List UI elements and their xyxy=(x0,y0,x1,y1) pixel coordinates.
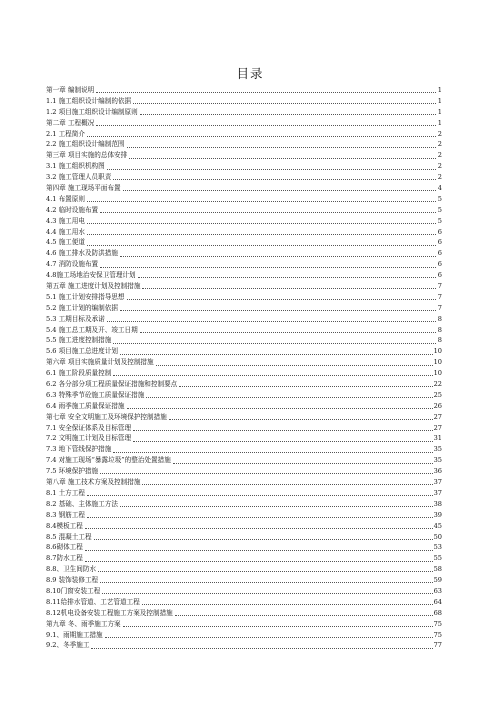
toc-dot-leader xyxy=(85,550,433,551)
toc-entry-label: 第五章 施工进度计划及控制措施 xyxy=(46,282,141,291)
toc-entry-label: 7.1 安全保证体系及目标管理 xyxy=(46,423,132,432)
toc-entry[interactable] xyxy=(46,118,442,129)
toc-entry-label: 4.6 施工排水及防洪措施 xyxy=(46,249,118,258)
toc-entry-page-number: 6 xyxy=(437,271,442,280)
toc-entry-label: 5.4 施工总工期及开、竣工日期 xyxy=(46,325,138,334)
toc-entry-label: 8.4模板工程 xyxy=(46,521,83,530)
toc-entry-label: 第一章 编制说明 xyxy=(46,85,95,94)
toc-dot-leader xyxy=(127,147,436,148)
toc-entry-page-number: 6 xyxy=(437,249,442,258)
toc-entry-page-number: 5 xyxy=(437,205,442,214)
toc-dot-leader xyxy=(179,386,432,387)
toc-entry-page-number: 5 xyxy=(437,194,442,203)
toc-dot-leader xyxy=(113,452,432,453)
toc-entry-label: 6.1 施工阶段质量控制 xyxy=(46,369,112,378)
toc-entry-page-number: 6 xyxy=(437,227,442,236)
toc-entry-label: 1.2 项目施工组织设计编制原则 xyxy=(46,107,138,116)
toc-dot-leader xyxy=(133,441,432,442)
toc-entry-page-number: 59 xyxy=(433,576,442,585)
toc-entry-page-number: 1 xyxy=(437,96,442,105)
toc-entry-page-number: 68 xyxy=(433,608,442,617)
toc-dot-leader xyxy=(120,506,433,507)
toc-entry[interactable] xyxy=(46,259,442,270)
toc-title: 目录 xyxy=(236,66,264,81)
toc-entry-label: 9.2、冬季施工 xyxy=(46,641,90,650)
toc-entry-label: 3.2 施工管理人员职责 xyxy=(46,173,112,182)
toc-entry-label: 5.2 施工计划的编制依据 xyxy=(46,303,118,312)
toc-dot-leader xyxy=(91,648,432,649)
toc-entry-page-number: 7 xyxy=(437,303,442,312)
toc-entry[interactable] xyxy=(46,466,442,477)
toc-entry-page-number: 64 xyxy=(433,597,442,606)
toc-entry-label: 第九章 冬、雨季施工方案 xyxy=(46,619,121,628)
toc-dot-leader xyxy=(113,375,432,376)
toc-entry[interactable] xyxy=(46,619,442,630)
toc-entry[interactable] xyxy=(46,564,442,575)
toc-dot-leader xyxy=(142,604,433,605)
toc-entry[interactable] xyxy=(46,172,442,183)
toc-dot-leader xyxy=(120,354,433,355)
toc-dot-leader xyxy=(142,484,432,485)
toc-entry[interactable] xyxy=(46,423,442,434)
toc-list xyxy=(46,85,442,651)
toc-entry[interactable] xyxy=(46,161,442,172)
toc-entry-label: 8.12机电设备安装工程施工方案及控制措施 xyxy=(46,608,173,617)
toc-entry-label: 第二章 工程概况 xyxy=(46,118,95,127)
toc-dot-leader xyxy=(140,332,436,333)
toc-entry-page-number: 5 xyxy=(437,216,442,225)
toc-entry-page-number: 63 xyxy=(433,586,442,595)
toc-entry-page-number: 27 xyxy=(433,412,442,421)
toc-dot-leader xyxy=(123,626,433,627)
toc-entry-page-number: 31 xyxy=(433,434,442,443)
toc-entry[interactable] xyxy=(46,237,442,248)
toc-entry-page-number: 53 xyxy=(433,543,442,552)
toc-entry[interactable] xyxy=(46,292,442,303)
toc-entry-label: 第八章 施工技术方案及控制措施 xyxy=(46,478,141,487)
toc-entry-page-number: 10 xyxy=(433,358,442,367)
toc-entry-label: 8.10门窗安装工程 xyxy=(46,586,101,595)
toc-entry-label: 4.3 施工用电 xyxy=(46,216,85,225)
toc-dot-leader xyxy=(94,539,433,540)
toc-entry-page-number: 55 xyxy=(433,554,442,563)
toc-dot-leader xyxy=(87,495,433,496)
toc-entry-page-number: 35 xyxy=(433,445,442,454)
toc-entry-label: 7.3 地下管线保护措施 xyxy=(46,445,112,454)
toc-entry-label: 8.3 钢筋工程 xyxy=(46,510,85,519)
toc-dot-leader xyxy=(156,365,433,366)
toc-entry[interactable] xyxy=(46,346,442,357)
toc-dot-leader xyxy=(87,245,436,246)
toc-dot-leader xyxy=(98,571,433,572)
toc-entry-page-number: 2 xyxy=(437,173,442,182)
toc-entry-label: 5.6 项目施工总进度计划 xyxy=(46,347,118,356)
toc-entry-page-number: 39 xyxy=(433,510,442,519)
toc-entry-page-number: 35 xyxy=(433,456,442,465)
toc-entry-page-number: 8 xyxy=(437,325,442,334)
toc-entry-label: 4.8施工场地治安保卫管理计划 xyxy=(46,271,136,280)
toc-entry-label: 第七章 安全文明施工及环境保护控制措施 xyxy=(46,412,167,421)
toc-entry[interactable] xyxy=(46,303,442,314)
toc-dot-leader xyxy=(120,256,436,257)
toc-entry-page-number: 37 xyxy=(433,488,442,497)
toc-dot-leader xyxy=(87,136,436,137)
toc-dot-leader xyxy=(173,463,433,464)
toc-entry[interactable] xyxy=(46,325,442,336)
toc-entry-label: 4.2 临时设施布置 xyxy=(46,205,99,214)
toc-entry[interactable] xyxy=(46,357,442,368)
toc-entry-label: 4.1 布置原则 xyxy=(46,194,85,203)
toc-entry-label: 8.11给排水管道、工艺管道工程 xyxy=(46,597,140,606)
toc-dot-leader xyxy=(100,582,432,583)
toc-entry-label: 9.1、雨期施工措施 xyxy=(46,630,103,639)
toc-entry[interactable] xyxy=(46,510,442,521)
toc-entry-page-number: 4 xyxy=(437,184,442,192)
toc-dot-leader xyxy=(133,430,432,431)
toc-entry-page-number: 2 xyxy=(437,151,442,160)
toc-dot-leader xyxy=(107,169,436,170)
toc-entry-label: 2.1 工程简介 xyxy=(46,129,85,138)
toc-entry[interactable] xyxy=(46,270,442,281)
toc-entry-label: 5.5 施工进度控制措施 xyxy=(46,336,112,345)
toc-entry-page-number: 2 xyxy=(437,140,442,149)
toc-entry-page-number: 50 xyxy=(433,532,442,541)
toc-entry-label: 8.1 土方工程 xyxy=(46,488,85,497)
toc-dot-leader xyxy=(87,234,436,235)
toc-entry-label: 第六章 项目实施质量计划及控制措施 xyxy=(46,358,154,367)
toc-entry-label: 2.2 施工组织设计编制范围 xyxy=(46,140,125,149)
toc-dot-leader xyxy=(127,299,436,300)
toc-entry[interactable] xyxy=(46,542,442,553)
toc-entry-page-number: 27 xyxy=(433,423,442,432)
toc-dot-leader xyxy=(133,103,436,104)
toc-entry-page-number: 6 xyxy=(437,260,442,269)
toc-entry-label: 4.4 施工用水 xyxy=(46,227,85,236)
toc-entry[interactable] xyxy=(46,597,442,608)
toc-entry-page-number: 38 xyxy=(433,499,442,508)
toc-entry[interactable] xyxy=(46,129,442,140)
toc-entry-page-number: 8 xyxy=(437,314,442,323)
toc-entry-page-number: 75 xyxy=(433,619,442,628)
toc-entry-label: 8.9 装饰装修工程 xyxy=(46,576,99,585)
toc-entry[interactable] xyxy=(46,532,442,543)
toc-dot-leader xyxy=(107,321,436,322)
toc-dot-leader xyxy=(87,201,436,202)
toc-entry-page-number: 45 xyxy=(433,521,442,530)
toc-entry[interactable] xyxy=(46,205,442,216)
toc-dot-leader xyxy=(129,158,436,159)
toc-entry[interactable] xyxy=(46,575,442,586)
toc-dot-leader xyxy=(100,473,432,474)
toc-entry-label: 6.2 各分部分项工程质量保证措施和控制要点 xyxy=(46,380,178,389)
toc-entry[interactable] xyxy=(46,194,442,205)
toc-dot-leader xyxy=(120,310,436,311)
toc-dot-leader xyxy=(142,288,436,289)
toc-dot-leader xyxy=(87,517,433,518)
toc-entry[interactable] xyxy=(46,248,442,259)
toc-dot-leader xyxy=(105,637,433,638)
toc-dot-leader xyxy=(96,125,436,126)
toc-entry-label: 4.7 消防设施布置 xyxy=(46,260,99,269)
toc-entry[interactable] xyxy=(46,630,442,641)
toc-entry[interactable] xyxy=(46,96,442,107)
toc-dot-leader xyxy=(100,267,436,268)
toc-dot-leader xyxy=(138,277,436,278)
toc-dot-leader xyxy=(96,92,436,93)
toc-dot-leader xyxy=(113,343,436,344)
toc-entry-page-number: 1 xyxy=(437,107,442,116)
toc-entry[interactable] xyxy=(46,499,442,510)
toc-entry-page-number: 25 xyxy=(433,390,442,399)
toc-entry[interactable] xyxy=(46,227,442,238)
toc-entry[interactable] xyxy=(46,434,442,445)
toc-entry-label: 6.3 特殊季节砼施工质量保证措施 xyxy=(46,390,145,399)
toc-entry-label: 4.5 施工便道 xyxy=(46,238,85,247)
toc-entry-page-number: 75 xyxy=(433,630,442,639)
toc-entry[interactable] xyxy=(46,477,442,488)
toc-entry-label: 8.8、卫生间防水 xyxy=(46,565,97,574)
toc-entry-page-number: 8 xyxy=(437,336,442,345)
toc-entry-label: 8.6砌体工程 xyxy=(46,543,83,552)
toc-entry-page-number: 22 xyxy=(433,380,442,389)
toc-entry-page-number: 36 xyxy=(433,467,442,476)
toc-entry[interactable] xyxy=(46,401,442,412)
toc-dot-leader xyxy=(127,408,433,409)
toc-entry-label: 6.4 雨季施工质量保证措施 xyxy=(46,401,125,410)
toc-entry-label: 第四章 施工现场平面布置 xyxy=(46,184,121,192)
toc-entry[interactable] xyxy=(46,640,442,651)
toc-dot-leader xyxy=(85,561,433,562)
toc-entry-page-number: 37 xyxy=(433,478,442,487)
toc-entry-label: 3.1 施工组织机构图 xyxy=(46,162,105,171)
toc-dot-leader xyxy=(87,223,436,224)
toc-entry-page-number: 10 xyxy=(433,347,442,356)
toc-entry-label: 1.1 施工组织设计编制的依据 xyxy=(46,96,132,105)
toc-entry[interactable] xyxy=(46,379,442,390)
toc-entry-label: 8.7防水工程 xyxy=(46,554,83,563)
toc-entry-label: 7.5 环境保护措施 xyxy=(46,467,99,476)
toc-entry[interactable] xyxy=(46,586,442,597)
toc-entry-page-number: 58 xyxy=(433,565,442,574)
toc-entry-page-number: 6 xyxy=(437,238,442,247)
toc-entry[interactable] xyxy=(46,368,442,379)
toc-entry-page-number: 7 xyxy=(437,292,442,301)
toc-entry-label: 5.3 工期目标及承诺 xyxy=(46,314,105,323)
toc-entry[interactable] xyxy=(46,314,442,325)
toc-entry-page-number: 1 xyxy=(437,85,442,94)
toc-entry-page-number: 7 xyxy=(437,282,442,291)
toc-entry-label: 7.2 文明施工计划及目标管理 xyxy=(46,434,132,443)
toc-entry-label: 5.1 施工计划安排指导思想 xyxy=(46,292,125,301)
toc-entry-page-number: 26 xyxy=(433,401,442,410)
toc-entry-label: 8.5 混凝土工程 xyxy=(46,532,92,541)
toc-entry[interactable] xyxy=(46,281,442,292)
toc-entry[interactable] xyxy=(46,444,442,455)
toc-entry-page-number: 1 xyxy=(437,118,442,127)
toc-entry[interactable] xyxy=(46,150,442,161)
toc-dot-leader xyxy=(140,114,436,115)
toc-entry[interactable] xyxy=(46,85,442,96)
toc-dot-leader xyxy=(123,190,436,191)
toc-entry-page-number: 2 xyxy=(437,162,442,171)
toc-entry[interactable] xyxy=(46,183,442,194)
toc-entry-page-number: 10 xyxy=(433,369,442,378)
toc-entry-page-number: 2 xyxy=(437,129,442,138)
toc-entry[interactable] xyxy=(46,139,442,150)
toc-dot-leader xyxy=(85,528,433,529)
toc-dot-leader xyxy=(113,179,436,180)
toc-entry-label: 7.4 对施工现场“暴露垃圾”的整治处置措施 xyxy=(46,456,171,465)
toc-entry[interactable] xyxy=(46,553,442,564)
toc-entry[interactable] xyxy=(46,107,442,118)
toc-entry-label: 第三章 项目实施的总体安排 xyxy=(46,151,128,160)
toc-entry[interactable] xyxy=(46,216,442,227)
toc-entry[interactable] xyxy=(46,412,442,423)
toc-dot-leader xyxy=(169,419,433,420)
toc-entry-page-number: 77 xyxy=(433,641,442,650)
toc-dot-leader xyxy=(146,397,432,398)
toc-entry[interactable] xyxy=(46,390,442,401)
toc-dot-leader xyxy=(102,593,432,594)
toc-entry-label: 8.2 基础、主体施工方法 xyxy=(46,499,118,508)
toc-entry[interactable] xyxy=(46,608,442,619)
toc-entry[interactable] xyxy=(46,488,442,499)
toc-entry[interactable] xyxy=(46,455,442,466)
toc-entry[interactable] xyxy=(46,521,442,532)
toc-entry[interactable] xyxy=(46,335,442,346)
toc-dot-leader xyxy=(175,615,433,616)
toc-dot-leader xyxy=(100,212,436,213)
